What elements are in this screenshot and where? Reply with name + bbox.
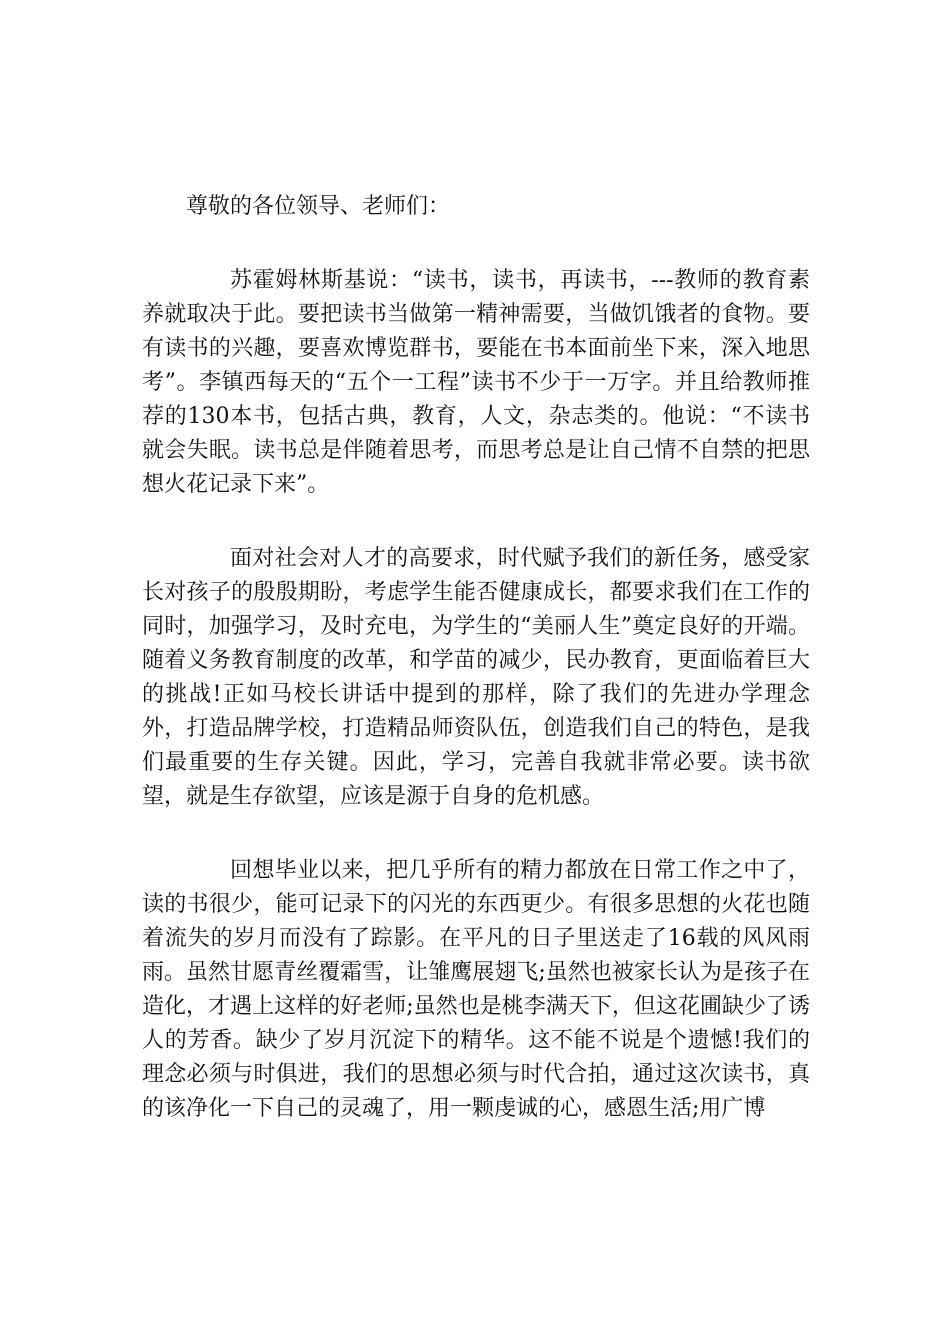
- paragraph-2: 面对社会对人才的高要求，时代赋予我们的新任务，感受家长对孩子的殷殷期盼，考虑学生能否健康成长，都要求我们在工作的同时，加强学习，及时充电，为学生的“美丽人生”奠定良好的开端。随着义务教育制度的改革，和学苗的减少，民办教育，更面临着巨大的挑战!正如马校长讲话中提到的那样，除了我们的先进办学理念外，打造品牌学校，打造精品师资队伍，创造我们自己的特色，是我们最重要的生存关键。因此，学习，完善自我就非常必要。读书欲望，就是生存欲望，应该是源于自身的危机感。: [142, 546, 810, 809]
- paragraph-3: 回想毕业以来，把几乎所有的精力都放在日常工作之中了，读的书很少，能可记录下的闪光的东西更少。有很多思想的火花也随着流失的岁月而没有了踪影。在平凡的日子里送走了16载的风风雨雨。虽然甘愿青丝覆霜雪，让雏鹰展翅飞;虽然也被家长认为是孩子在造化，才遇上这样的好老师;虽然也是桃李满天下，但这花圃缺少了诱人的芳香。缺少了岁月沉淀下的精华。这不能不说是个遗憾!我们的理念必须与时俱进，我们的思想必须与时代合拍，通过这次读书，真的该净化一下自己的灵魂了，用一颗虔诚的心，感恩生活;用广博: [142, 858, 810, 1121]
- salutation: 尊敬的各位领导、老师们：: [186, 194, 451, 219]
- document-body: [142, 190, 810, 1126]
- paragraph-1: 苏霍姆林斯基说：“读书，读书，再读书，---教师的教育素养就取决于此。要把读书当做第一精神需要，当做饥饿者的食物。要有读书的兴趣，要喜欢博览群书，要能在书本面前坐下来，深入地思考”。李镇西每天的“五个一工程”读书不少于一万字。并且给教师推荐的130本书，包括古典，教育，人文，杂志类的。他说：“不读书就会失眠。读书总是伴随着思考，而思考总是让自己情不自禁的把思想火花记录下来”。: [142, 268, 810, 497]
